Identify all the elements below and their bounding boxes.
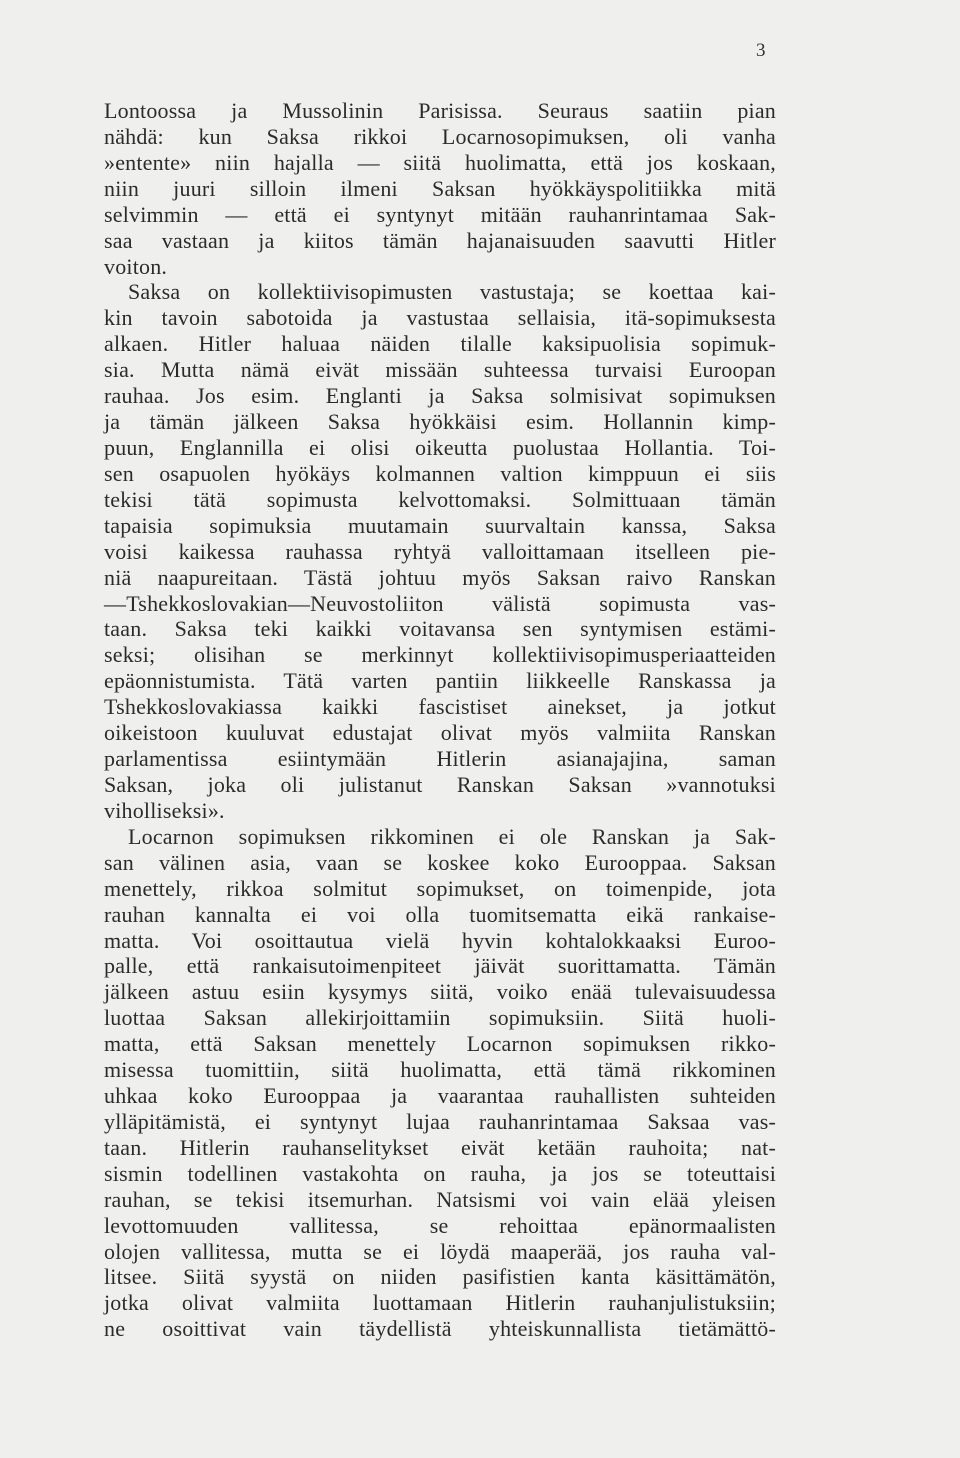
text-line: niä naapureitaan. Tästä johtuu myös Saksan raivo Ranskan	[104, 564, 776, 590]
text-line: Lontoossa ja Mussolinin Parisissa. Seuraus saatiin pian	[104, 98, 776, 123]
text-line: tapaisia sopimuksia muutamain suurvaltain kanssa, Saksa	[104, 512, 776, 538]
text-line: taan. Hitlerin rauhanselitykset eivät ketään rauhoita; nat-	[104, 1134, 776, 1160]
text-line: »entente» niin hajalla — siitä huolimatta, että jos koskaan,	[104, 149, 776, 175]
text-line: levottomuuden vallitessa, se rehoittaa epänormaalisten	[104, 1212, 776, 1238]
text-line: nähdä: kun Saksa rikkoi Locarnosopimuksen, oli vanha	[104, 123, 776, 149]
text-line: Saksa on kollektiivisopimusten vastustaja; se koettaa kai-	[128, 279, 776, 305]
text-line: ylläpitämistä, ei syntynyt lujaa rauhanrintamaa Saksaa vas-	[104, 1108, 776, 1134]
text-line: ja tämän jälkeen Saksa hyökkäisi esim. Hollannin kimp-	[104, 409, 776, 435]
text-line: selvimmin — että ei syntynyt mitään rauhanrintamaa Sak-	[104, 201, 776, 227]
text-line: san välinen asia, vaan se koskee koko Eurooppaa. Saksan	[104, 849, 776, 875]
text-line: litsee. Siitä syystä on niiden pasifistien kanta käsittämätön,	[104, 1264, 776, 1290]
text-line: uhkaa koko Eurooppaa ja vaarantaa rauhallisten suhteiden	[104, 1083, 776, 1109]
text-line: viholliseksi».	[104, 797, 225, 823]
text-line: puun, Englannilla ei olisi oikeutta puolustaa Hollantia. Toi-	[104, 434, 776, 460]
text-line: oikeistoon kuuluvat edustajat olivat myös valmiita Ranskan	[104, 720, 776, 746]
text-line: rauhan kannalta ei voi olla tuomitsematta eikä rankaise-	[104, 901, 776, 927]
text-line: Tshekkoslovakiassa kaikki fascistiset ainekset, ja jotkut	[104, 694, 776, 720]
text-line: jälkeen astuu esiin kysymys siitä, voiko enää tulevaisuudessa	[104, 979, 776, 1005]
text-line: ne osoittivat vain täydellistä yhteiskunnallista tietämättö-	[104, 1316, 776, 1342]
text-line: voiton.	[104, 253, 168, 279]
text-line: sia. Mutta nämä eivät missään suhteessa turvaisi Euroopan	[104, 357, 776, 383]
text-line: jotka olivat valmiita luottamaan Hitlerin rauhanjulistuksiin;	[104, 1290, 776, 1316]
text-line: luottaa Saksan allekirjoittamiin sopimuksiin. Siitä huoli-	[104, 1005, 776, 1031]
text-line: rauhan, se tekisi itsemurhan. Natsismi voi vain elää yleisen	[104, 1186, 776, 1212]
text-line: palle, että rankaisutoimenpiteet jäivät suorittamatta. Tämän	[104, 953, 776, 979]
text-line: olojen vallitessa, mutta se ei löydä maaperää, jos rauha val-	[104, 1238, 776, 1264]
text-line: matta. Voi osoittautua vielä hyvin kohtalokkaaksi Euroo-	[104, 927, 776, 953]
text-line: misessa tuomittiin, siitä huolimatta, että tämä rikkominen	[104, 1057, 776, 1083]
text-line: —Tshekkoslovakian—Neuvostoliiton välistä sopimusta vas-	[104, 590, 776, 616]
text-line: taan. Saksa teki kaikki voitavansa sen syntymisen estämi-	[104, 616, 776, 642]
text-line: matta, että Saksan menettely Locarnon sopimuksen rikko-	[104, 1031, 776, 1057]
text-line: kin tavoin sabotoida ja vastustaa sellaisia, itä-sopimuksesta	[104, 305, 776, 331]
text-line: voisi kaikessa rauhassa ryhtyä valloittamaan itselleen pie-	[104, 538, 776, 564]
text-line: sismin todellinen vastakohta on rauha, ja jos se toteuttaisi	[104, 1160, 776, 1186]
text-line: Locarnon sopimuksen rikkominen ei ole Ranskan ja Sak-	[128, 823, 776, 849]
text-line: alkaen. Hitler haluaa näiden tilalle kaksipuolisia sopimuk-	[104, 331, 776, 357]
text-line: niin juuri silloin ilmeni Saksan hyökkäyspolitiikka mitä	[104, 175, 776, 201]
body-text	[104, 98, 776, 1342]
text-line: sen osapuolen hyökäys kolmannen valtion kimppuun ei siis	[104, 460, 776, 486]
text-line: rauhaa. Jos esim. Englanti ja Saksa solmisivat sopimuksen	[104, 383, 776, 409]
text-line: Saksan, joka oli julistanut Ranskan Saksan »vannotuksi	[104, 771, 776, 797]
page-number: 3	[756, 40, 766, 61]
text-line: seksi; olisihan se merkinnyt kollektiivisopimusperiaatteiden	[104, 642, 776, 668]
text-line: parlamentissa esiintymään Hitlerin asianajajina, saman	[104, 746, 776, 772]
text-line: epäonnistumista. Tätä varten pantiin liikkeelle Ranskassa ja	[104, 668, 776, 694]
text-line: saa vastaan ja kiitos tämän hajanaisuuden saavutti Hitler	[104, 227, 776, 253]
text-line: tekisi tätä sopimusta kelvottomaksi. Solmittuaan tämän	[104, 486, 776, 512]
text-line: menettely, rikkoa solmitut sopimukset, on toimenpide, jota	[104, 875, 776, 901]
